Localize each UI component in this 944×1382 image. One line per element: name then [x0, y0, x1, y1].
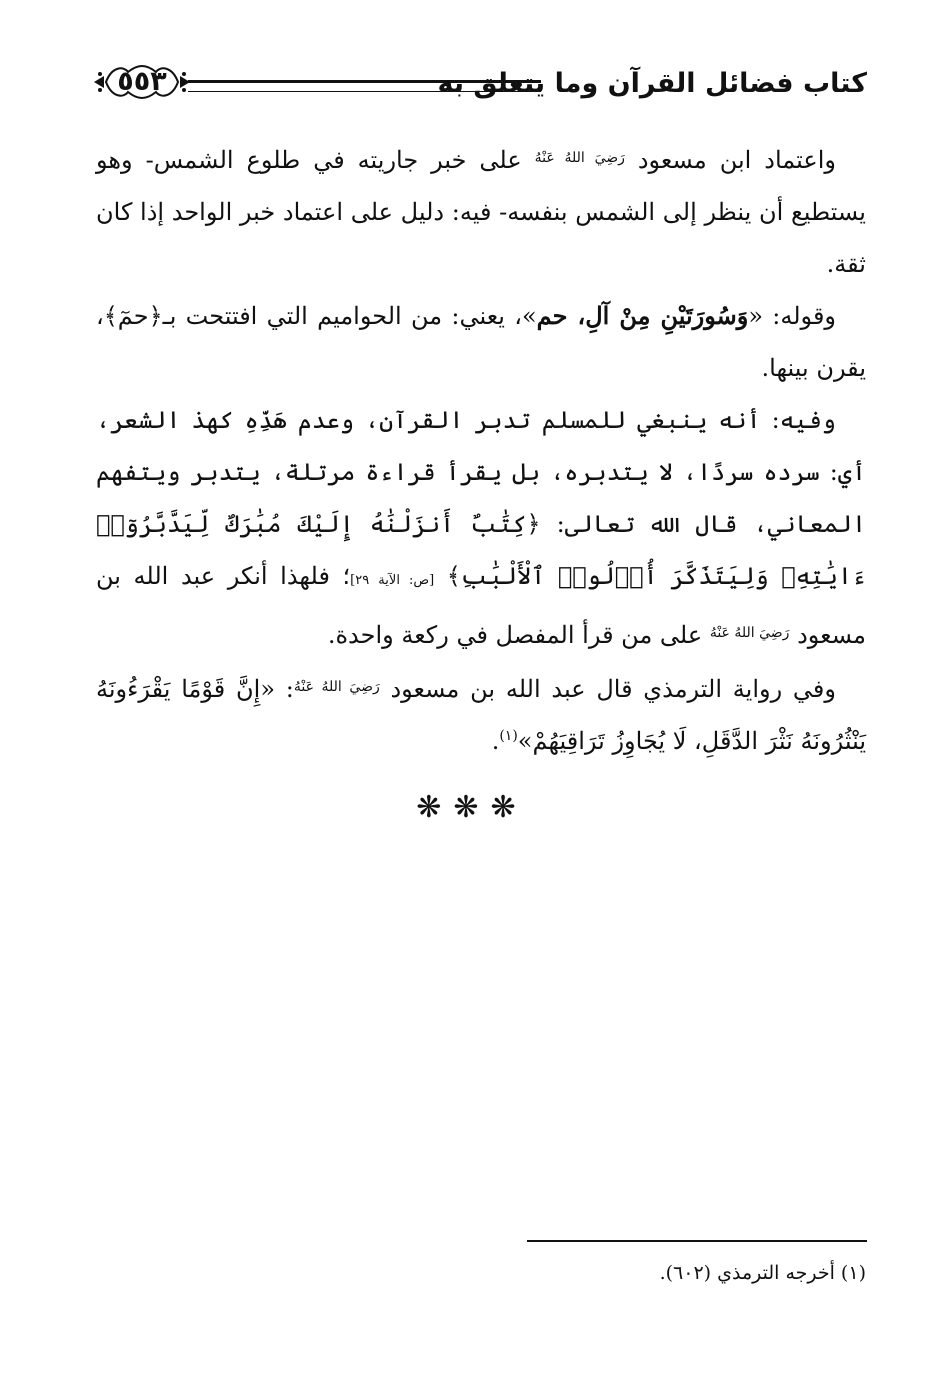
paragraph-2: وقوله: «وَسُورَتَيْنِ مِنْ آلِ، حم»، يعني: من الحواميم التي افتتحت بـ﴿حمٓ﴾، يقرن بينها.	[96, 301, 866, 382]
honorific: رَضِيَ اللهُ عَنْهُ	[709, 625, 790, 641]
page-number: ٥٥٣	[117, 66, 167, 97]
footnote: (١) أخرجه الترمذي (٦٠٢).	[659, 1262, 866, 1284]
footnote-marker[interactable]: (١)	[499, 728, 518, 744]
honorific: رَضِيَ اللهُ عَنْهُ	[534, 150, 625, 166]
footnote-rule	[527, 1240, 867, 1242]
paragraph-4: وفي رواية الترمذي قال عبد الله بن مسعود $^{رَضِيَ اللهُ عَنْهُ}$: «إِنَّ قَوْمًا يَقْرَءُونَهُ يَنْثُرُونَهُ نَثْرَ الدَّقَلِ، لَا يُجَاوِزُ تَرَاقِيَهُمْ»$^{(١)}$.	[96, 675, 866, 755]
running-title: كتاب فضائل القرآن وما يتعلق به	[437, 68, 867, 99]
paragraph-3: وفيه: أنه ينبغي للمسلم تدبر القرآن، وعدم هَذِّهِ كهذ الشعر، أي: سرده سردًا، لا يتدبره، بل يقرأ قراءة مرتلة، يتدبر ويتفهم المعاني، قال الله تعالى: ﴿كِتَٰبٌ أَنزَلْنَٰهُ إِلَيْكَ مُبَٰرَكٌ لِّيَدَّبَّرُوٓا۟ ءَايَٰتِهِۦ وَلِيَتَذَكَّرَ أُو۟لُوا۟ ٱلْأَلْبَٰبِ﴾ [ص: الآية ٢٩]؛ فلهذا أنكر عبد الله بن مسعود $^{رَضِيَ اللهُ عَنْهُ}$ على من قرأ المفصل في ركعة واحدة.	[96, 406, 867, 649]
main-text	[96, 132, 866, 767]
section-separator: ❋❋❋	[416, 790, 528, 825]
header-rule	[188, 80, 541, 92]
page-header	[92, 60, 867, 110]
page-number-badge	[92, 62, 192, 102]
quoted-phrase: وَسُورَتَيْنِ مِنْ آلِ، حم	[536, 301, 749, 330]
honorific: رَضِيَ اللهُ عَنْهُ	[293, 679, 380, 695]
verse-reference: [ص: الآية ٢٩]	[350, 573, 435, 588]
paragraph-1: واعتماد ابن مسعود $^{رَضِيَ اللهُ عَنْهُ}$ على خبر جاريته في طلوع الشمس- وهو يستطيع أن ينظر إلى الشمس بنفسه- فيه: دليل على اعتماد خبر الواحد إذا كان ثقة.	[96, 146, 866, 278]
